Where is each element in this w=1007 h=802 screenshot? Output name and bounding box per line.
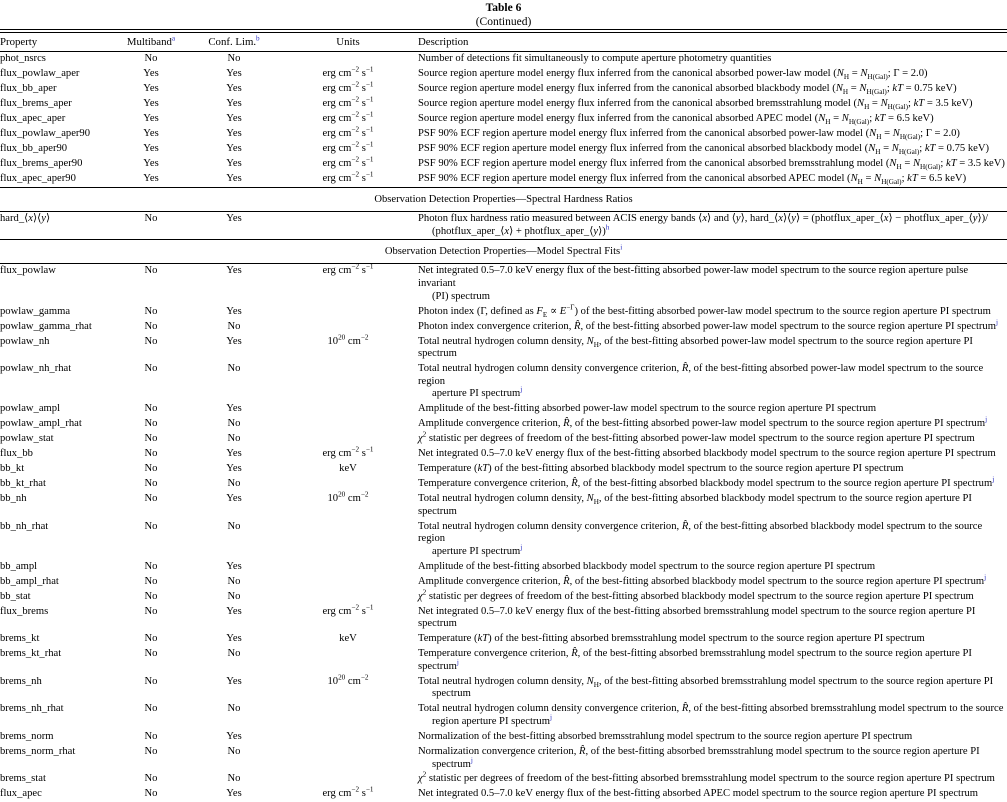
row-property: powlaw_stat <box>0 432 112 447</box>
table-row <box>0 432 1007 447</box>
table-row <box>0 417 1007 432</box>
row-property: flux_apec_aper90 <box>0 172 112 187</box>
row-conf-lim: Yes <box>190 447 278 462</box>
row-conf-lim: Yes <box>190 675 278 703</box>
row-conf-lim: Yes <box>190 402 278 417</box>
table-row <box>0 362 1007 402</box>
row-multiband: No <box>112 362 190 402</box>
row-conf-lim: Yes <box>190 730 278 745</box>
row-property: brems_nh_rhat <box>0 702 112 730</box>
row-description: Net integrated 0.5–7.0 keV energy flux of the best-fitting absorbed power-law model spectrum to the source region aperture pulse invariant (PI) spectrum <box>418 264 1007 305</box>
table-row <box>0 67 1007 82</box>
section-heading: Observation Detection Properties—Model Spectral Fits$^i$ <box>0 240 1007 263</box>
row-multiband: No <box>112 647 190 675</box>
row-property: flux_powlaw_aper <box>0 67 112 82</box>
row-units <box>278 772 418 787</box>
row-property: powlaw_nh <box>0 334 112 362</box>
row-units <box>278 647 418 675</box>
row-conf-lim: Yes <box>190 157 278 172</box>
row-units: erg $cm^{-2}$ $s^{-1}$ <box>278 787 418 802</box>
row-multiband: No <box>112 519 190 559</box>
row-multiband: No <box>112 52 190 67</box>
row-description: Amplitude convergence criterion, R̂, of the best-fitting absorbed blackbody model spectrum to the source region aperture PI spectrum$^j$ <box>418 575 1007 590</box>
properties-table <box>0 29 1007 802</box>
row-multiband: No <box>112 590 190 605</box>
row-property: brems_norm_rhat <box>0 745 112 773</box>
row-units: erg $cm^{-2}$ $s^{-1}$ <box>278 127 418 142</box>
row-property: bb_kt_rhat <box>0 477 112 492</box>
row-conf-lim: Yes <box>190 632 278 647</box>
row-conf-lim: No <box>190 702 278 730</box>
table-row <box>0 772 1007 787</box>
row-multiband: No <box>112 334 190 362</box>
row-conf-lim: No <box>190 477 278 492</box>
row-multiband: No <box>112 675 190 703</box>
row-units <box>278 702 418 730</box>
row-description: Temperature (kT) of the best-fitting absorbed bremsstrahlung model spectrum to the source region aperture PI spectrum <box>418 632 1007 647</box>
row-conf-lim: Yes <box>190 172 278 187</box>
row-units <box>278 402 418 417</box>
row-units: $10^{20}$ $cm^{-2}$ <box>278 334 418 362</box>
row-units <box>278 730 418 745</box>
row-units <box>278 590 418 605</box>
table-row <box>0 605 1007 633</box>
row-multiband: No <box>112 319 190 334</box>
row-multiband: No <box>112 462 190 477</box>
table-row <box>0 675 1007 703</box>
row-property: powlaw_ampl_rhat <box>0 417 112 432</box>
row-property: brems_kt <box>0 632 112 647</box>
row-conf-lim: Yes <box>190 560 278 575</box>
row-description: $\chi^2$ statistic per degrees of freedom of the best-fitting absorbed blackbody model spectrum to the source region aperture PI spectrum <box>418 590 1007 605</box>
row-multiband: No <box>112 402 190 417</box>
row-property: bb_nh_rhat <box>0 519 112 559</box>
row-multiband: Yes <box>112 142 190 157</box>
row-conf-lim: Yes <box>190 462 278 477</box>
row-description: Amplitude convergence criterion, R̂, of the best-fitting absorbed power-law model spectrum to the source region aperture PI spectrum$^j$ <box>418 417 1007 432</box>
row-multiband: No <box>112 605 190 633</box>
row-units: erg $cm^{-2}$ $s^{-1}$ <box>278 112 418 127</box>
row-description: Normalization convergence criterion, R̂, of the best-fitting absorbed bremsstrahlung model spectrum to the source region aperture PI spectrum$^j$ <box>418 745 1007 773</box>
row-conf-lim: Yes <box>190 211 278 240</box>
row-multiband: No <box>112 304 190 319</box>
row-conf-lim: No <box>190 590 278 605</box>
row-description: Source region aperture model energy flux inferred from the canonical absorbed blackbody model ($N_H = N_{H(Gal)}$; kT = 0.75 keV) <box>418 82 1007 97</box>
row-description: Source region aperture model energy flux inferred from the canonical absorbed APEC model ($N_H = N_{H(Gal)}$; kT = 6.5 keV) <box>418 112 1007 127</box>
table-row <box>0 127 1007 142</box>
row-property: flux_bb_aper <box>0 82 112 97</box>
table-row <box>0 304 1007 319</box>
row-description: Photon flux hardness ratio measured between ACIS energy bands ⟨x⟩ and ⟨y⟩, hard_⟨x⟩⟨y⟩ = (photflux_aper_⟨x⟩ − photflux_aper_⟨y⟩)/ (photflux_aper_⟨x⟩ + photflux_aper_⟨y⟩)$^h$ <box>418 211 1007 240</box>
row-description: Total neutral hydrogen column density convergence criterion, R̂, of the best-fitting absorbed bremsstrahlung model spectrum to the source region aperture PI spectrum$^j$ <box>418 702 1007 730</box>
row-description: Net integrated 0.5–7.0 keV energy flux of the best-fitting absorbed blackbody model spectrum to the source region aperture PI spectrum <box>418 447 1007 462</box>
row-conf-lim: No <box>190 575 278 590</box>
row-multiband: No <box>112 477 190 492</box>
table-subtitle: (Continued) <box>0 15 1007 29</box>
row-conf-lim: No <box>190 319 278 334</box>
row-multiband: No <box>112 575 190 590</box>
table-row <box>0 402 1007 417</box>
row-property: flux_brems_aper <box>0 97 112 112</box>
row-property: bb_nh <box>0 492 112 520</box>
row-units: erg $cm^{-2}$ $s^{-1}$ <box>278 67 418 82</box>
row-property: powlaw_ampl <box>0 402 112 417</box>
section-heading: Observation Detection Properties—Spectral Hardness Ratios <box>0 188 1007 211</box>
table-row <box>0 112 1007 127</box>
column-header-conf-lim: Conf. Lim.$^b$ <box>190 33 278 52</box>
row-multiband: No <box>112 730 190 745</box>
table-row <box>0 82 1007 97</box>
table-row <box>0 264 1007 305</box>
row-multiband: Yes <box>112 112 190 127</box>
row-units <box>278 52 418 67</box>
row-property: flux_bb <box>0 447 112 462</box>
row-conf-lim: Yes <box>190 127 278 142</box>
row-units <box>278 560 418 575</box>
row-description: Total neutral hydrogen column density, $N_H$, of the best-fitting absorbed power-law model spectrum to the source region aperture PI spectrum <box>418 334 1007 362</box>
row-property: flux_apec_aper <box>0 112 112 127</box>
table-row <box>0 447 1007 462</box>
row-property: brems_nh <box>0 675 112 703</box>
row-property: powlaw_gamma_rhat <box>0 319 112 334</box>
row-conf-lim: No <box>190 745 278 773</box>
row-multiband: Yes <box>112 127 190 142</box>
row-description: Photon index (Γ, defined as $F_E \propto E^{-\Gamma}$) of the best-fitting absorbed power-law model spectrum to the source region aperture PI spectrum <box>418 304 1007 319</box>
row-property: flux_brems_aper90 <box>0 157 112 172</box>
row-conf-lim: Yes <box>190 304 278 319</box>
row-units: erg $cm^{-2}$ $s^{-1}$ <box>278 447 418 462</box>
row-conf-lim: Yes <box>190 142 278 157</box>
row-property: flux_apec <box>0 787 112 802</box>
row-conf-lim: Yes <box>190 605 278 633</box>
table-row <box>0 477 1007 492</box>
row-multiband: No <box>112 417 190 432</box>
row-units <box>278 745 418 773</box>
table-title-block <box>0 0 1007 29</box>
table-row <box>0 97 1007 112</box>
row-property: flux_powlaw <box>0 264 112 305</box>
row-units <box>278 432 418 447</box>
table-row <box>0 334 1007 362</box>
row-description: Temperature (kT) of the best-fitting absorbed blackbody model spectrum to the source region aperture PI spectrum <box>418 462 1007 477</box>
row-conf-lim: No <box>190 519 278 559</box>
row-description: Amplitude of the best-fitting absorbed power-law model spectrum to the source region aperture PI spectrum <box>418 402 1007 417</box>
row-multiband: Yes <box>112 97 190 112</box>
row-description: $\chi^2$ statistic per degrees of freedom of the best-fitting absorbed bremsstrahlung model spectrum to the source region aperture PI spectrum <box>418 772 1007 787</box>
row-multiband: No <box>112 632 190 647</box>
row-conf-lim: No <box>190 362 278 402</box>
row-multiband: No <box>112 211 190 240</box>
row-conf-lim: Yes <box>190 82 278 97</box>
column-header-property: Property <box>0 33 112 52</box>
row-units <box>278 319 418 334</box>
row-property: bb_stat <box>0 590 112 605</box>
row-conf-lim: Yes <box>190 264 278 305</box>
row-multiband: No <box>112 745 190 773</box>
row-units: $10^{20}$ $cm^{-2}$ <box>278 675 418 703</box>
row-description: Net integrated 0.5–7.0 keV energy flux of the best-fitting absorbed bremsstrahlung model spectrum to the source region aperture PI spectrum <box>418 605 1007 633</box>
row-property: bb_kt <box>0 462 112 477</box>
row-conf-lim: Yes <box>190 492 278 520</box>
row-conf-lim: No <box>190 52 278 67</box>
row-multiband: No <box>112 447 190 462</box>
row-description: PSF 90% ECF region aperture model energy flux inferred from the canonical absorbed power-law model ($N_H = N_{H(Gal)}$; Γ = 2.0) <box>418 127 1007 142</box>
row-conf-lim: No <box>190 417 278 432</box>
row-property: flux_powlaw_aper90 <box>0 127 112 142</box>
row-multiband: Yes <box>112 67 190 82</box>
row-units: erg $cm^{-2}$ $s^{-1}$ <box>278 157 418 172</box>
row-property: phot_nsrcs <box>0 52 112 67</box>
row-multiband: Yes <box>112 82 190 97</box>
table-row <box>0 647 1007 675</box>
table-row <box>0 462 1007 477</box>
row-units: keV <box>278 462 418 477</box>
table-row <box>0 575 1007 590</box>
table-row <box>0 590 1007 605</box>
row-property: brems_kt_rhat <box>0 647 112 675</box>
row-description: PSF 90% ECF region aperture model energy flux inferred from the canonical absorbed APEC model ($N_H = N_{H(Gal)}$; kT = 6.5 keV) <box>418 172 1007 187</box>
row-description: $\chi^2$ statistic per degrees of freedom of the best-fitting absorbed power-law model spectrum to the source region aperture PI spectrum <box>418 432 1007 447</box>
table-row <box>0 211 1007 240</box>
row-description: Total neutral hydrogen column density, $N_H$, of the best-fitting absorbed blackbody model spectrum to the source region aperture PI spectrum <box>418 492 1007 520</box>
row-multiband: No <box>112 772 190 787</box>
row-property: powlaw_gamma <box>0 304 112 319</box>
table-title: Table 6 <box>0 2 1007 15</box>
table-row <box>0 172 1007 187</box>
table-row <box>0 745 1007 773</box>
row-multiband: Yes <box>112 172 190 187</box>
row-multiband: No <box>112 432 190 447</box>
row-property: powlaw_nh_rhat <box>0 362 112 402</box>
row-conf-lim: Yes <box>190 334 278 362</box>
row-conf-lim: No <box>190 772 278 787</box>
row-property: flux_bb_aper90 <box>0 142 112 157</box>
row-units <box>278 477 418 492</box>
row-property: hard_⟨x⟩⟨y⟩ <box>0 211 112 240</box>
row-description: Number of detections fit simultaneously to compute aperture photometry quantities <box>418 52 1007 67</box>
row-multiband: No <box>112 702 190 730</box>
table-row <box>0 632 1007 647</box>
row-conf-lim: Yes <box>190 97 278 112</box>
row-units: erg $cm^{-2}$ $s^{-1}$ <box>278 97 418 112</box>
row-property: flux_brems <box>0 605 112 633</box>
row-units: $10^{20}$ $cm^{-2}$ <box>278 492 418 520</box>
row-multiband: Yes <box>112 157 190 172</box>
row-description: PSF 90% ECF region aperture model energy flux inferred from the canonical absorbed blackbody model ($N_H = N_{H(Gal)}$; kT = 0.75 keV) <box>418 142 1007 157</box>
row-units <box>278 417 418 432</box>
row-units <box>278 211 418 240</box>
row-units: erg $cm^{-2}$ $s^{-1}$ <box>278 172 418 187</box>
row-conf-lim: No <box>190 647 278 675</box>
table-row <box>0 492 1007 520</box>
row-property: brems_stat <box>0 772 112 787</box>
table-header-row <box>0 33 1007 52</box>
row-description: Amplitude of the best-fitting absorbed blackbody model spectrum to the source region aperture PI spectrum <box>418 560 1007 575</box>
row-units <box>278 304 418 319</box>
row-units <box>278 362 418 402</box>
row-description: Source region aperture model energy flux inferred from the canonical absorbed bremsstrahlung model ($N_H = N_{H(Gal)}$; kT = 3.5 keV) <box>418 97 1007 112</box>
column-header-units: Units <box>278 33 418 52</box>
row-description: Photon index convergence criterion, R̂, of the best-fitting absorbed power-law model spectrum to the source region aperture PI spectrum$^j$ <box>418 319 1007 334</box>
row-description: Total neutral hydrogen column density, $N_H$, of the best-fitting absorbed bremsstrahlung model spectrum to the source region aperture PI spectrum <box>418 675 1007 703</box>
table-body <box>0 30 1007 802</box>
row-units: erg $cm^{-2}$ $s^{-1}$ <box>278 142 418 157</box>
row-units: erg $cm^{-2}$ $s^{-1}$ <box>278 264 418 305</box>
row-conf-lim: Yes <box>190 787 278 802</box>
table-row <box>0 519 1007 559</box>
table-row <box>0 319 1007 334</box>
row-description: Temperature convergence criterion, R̂, of the best-fitting absorbed blackbody model spectrum to the source region aperture PI spectrum$^j$ <box>418 477 1007 492</box>
row-description: Total neutral hydrogen column density convergence criterion, R̂, of the best-fitting absorbed power-law model spectrum to the source region aperture PI spectrum$^j$ <box>418 362 1007 402</box>
column-header-multiband: Multiband$^a$ <box>112 33 190 52</box>
table-row <box>0 157 1007 172</box>
row-multiband: No <box>112 787 190 802</box>
row-units: erg $cm^{-2}$ $s^{-1}$ <box>278 605 418 633</box>
row-property: bb_ampl <box>0 560 112 575</box>
row-units: keV <box>278 632 418 647</box>
row-conf-lim: Yes <box>190 112 278 127</box>
row-description: Temperature convergence criterion, R̂, of the best-fitting absorbed bremsstrahlung model spectrum to the source region aperture PI spectrum$^j$ <box>418 647 1007 675</box>
row-description: Normalization of the best-fitting absorbed bremsstrahlung model spectrum to the source region aperture PI spectrum <box>418 730 1007 745</box>
column-header-description: Description <box>418 33 1007 52</box>
table-row <box>0 560 1007 575</box>
row-conf-lim: No <box>190 432 278 447</box>
row-multiband: No <box>112 264 190 305</box>
row-description: Source region aperture model energy flux inferred from the canonical absorbed power-law model ($N_H = N_{H(Gal)}$; Γ = 2.0) <box>418 67 1007 82</box>
row-description: Total neutral hydrogen column density convergence criterion, R̂, of the best-fitting absorbed blackbody model spectrum to the source region aperture PI spectrum$^j$ <box>418 519 1007 559</box>
row-multiband: No <box>112 492 190 520</box>
table-row <box>0 52 1007 67</box>
row-description: Net integrated 0.5–7.0 keV energy flux of the best-fitting absorbed APEC model spectrum to the source region aperture PI spectrum <box>418 787 1007 802</box>
row-units <box>278 519 418 559</box>
table-row <box>0 787 1007 802</box>
row-units <box>278 575 418 590</box>
row-conf-lim: Yes <box>190 67 278 82</box>
row-multiband: No <box>112 560 190 575</box>
table-row <box>0 730 1007 745</box>
table-row <box>0 702 1007 730</box>
table-row <box>0 142 1007 157</box>
row-property: brems_norm <box>0 730 112 745</box>
row-units: erg $cm^{-2}$ $s^{-1}$ <box>278 82 418 97</box>
row-description: PSF 90% ECF region aperture model energy flux inferred from the canonical absorbed bremsstrahlung model ($N_H = N_{H(Gal)}$; kT = 3.5 keV) <box>418 157 1007 172</box>
row-property: bb_ampl_rhat <box>0 575 112 590</box>
